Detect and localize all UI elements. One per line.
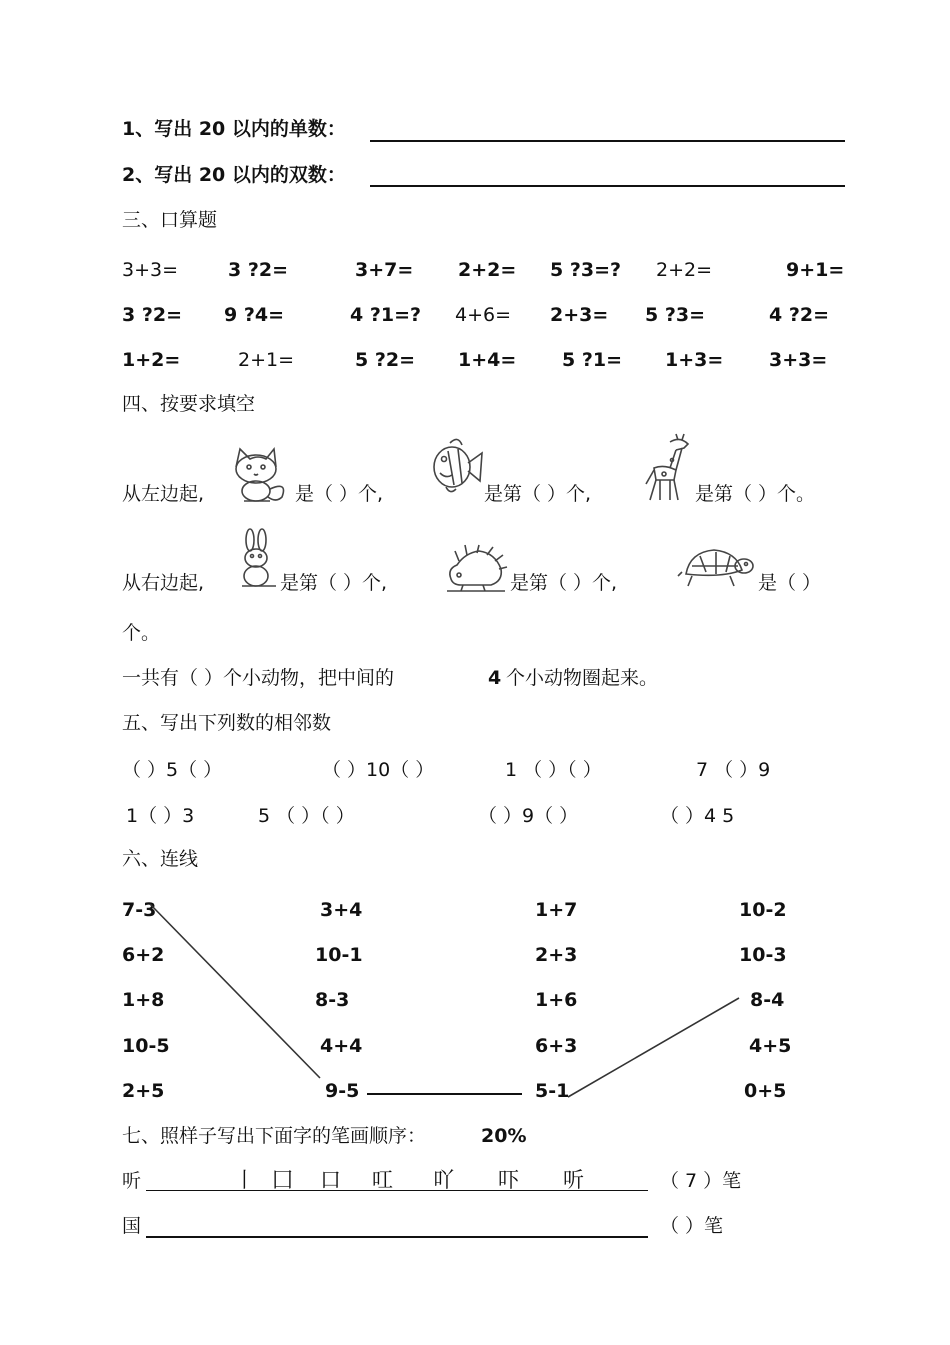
oral-math-item: 3 ?2=: [122, 304, 182, 326]
match-item[interactable]: 6+2: [122, 944, 165, 966]
match-item[interactable]: 10-1: [315, 944, 363, 966]
match-item[interactable]: 9-5: [325, 1080, 360, 1102]
oral-math-item: 1+2=: [122, 349, 181, 371]
stroke-step: 丨: [234, 1168, 255, 1192]
question-1-label: 1、写出 20 以内的单数：: [122, 118, 346, 140]
oral-math-item: 4 ?1=?: [350, 304, 422, 326]
stroke-step: 叿: [372, 1168, 393, 1192]
total-text-c: 个小动物圈起来。: [506, 667, 659, 689]
match-item[interactable]: 6+3: [535, 1035, 578, 1057]
oral-math-item: 4+6=: [455, 304, 512, 326]
stroke-answer-line-2[interactable]: [146, 1236, 648, 1238]
section-6-title: 六、连线: [122, 848, 199, 870]
match-line: [568, 998, 739, 1097]
neighbor-item: （ ）10（ ）: [322, 759, 435, 781]
right-text-1: 是第（ ）个,: [280, 572, 388, 594]
oral-math-item: 9+1=: [786, 259, 845, 281]
oral-math-item: 3+3=: [122, 259, 179, 281]
stroke-char-2: 国: [122, 1215, 142, 1237]
total-text-b: 4: [488, 667, 502, 689]
stroke-answer-line-1[interactable]: [146, 1190, 648, 1191]
match-item[interactable]: 1+7: [535, 899, 578, 921]
oral-math-item: 1+4=: [458, 349, 517, 371]
stroke-step: 吓: [498, 1168, 519, 1192]
left-text-3: 是第（ ）个。: [695, 483, 816, 505]
match-item[interactable]: 4+4: [320, 1035, 363, 1057]
match-item[interactable]: 10-5: [122, 1035, 170, 1057]
match-item[interactable]: 7-3: [122, 899, 157, 921]
match-item[interactable]: 0+5: [744, 1080, 787, 1102]
oral-math-item: 5 ?2=: [355, 349, 415, 371]
right-tail: 个。: [122, 622, 161, 644]
neighbor-item: 1（ ）3: [126, 805, 195, 827]
right-text-3: 是（ ）: [758, 572, 822, 594]
question-2-label: 2、写出 20 以内的双数：: [122, 164, 346, 186]
match-item[interactable]: 2+3: [535, 944, 578, 966]
oral-math-item: 3 ?2=: [228, 259, 288, 281]
neighbor-item: 7 （ ）9: [696, 759, 771, 781]
stroke-count-1: （ 7 ）笔: [660, 1170, 742, 1192]
stroke-step: 吖: [433, 1168, 454, 1192]
section-5-title: 五、写出下列数的相邻数: [122, 712, 332, 734]
neighbor-item: 1 （ ）（ ）: [505, 759, 602, 781]
neighbor-item: （ ）5（ ）: [122, 759, 223, 781]
right-text-2: 是第（ ）个,: [510, 572, 618, 594]
match-item[interactable]: 4+5: [749, 1035, 792, 1057]
oral-math-item: 2+2=: [656, 259, 713, 281]
section-7-percent: 20%: [481, 1125, 527, 1147]
oral-math-item: 2+2=: [458, 259, 517, 281]
section-3-title: 三、口算题: [122, 209, 218, 231]
match-item[interactable]: 8-3: [315, 989, 350, 1011]
oral-math-item: 2+3=: [550, 304, 609, 326]
neighbor-item: （ ）9（ ）: [478, 805, 579, 827]
oral-math-item: 5 ?3=: [645, 304, 705, 326]
match-item[interactable]: 2+5: [122, 1080, 165, 1102]
match-item[interactable]: 10-3: [739, 944, 787, 966]
oral-math-item: 9 ?4=: [224, 304, 284, 326]
stroke-char-1: 听: [122, 1170, 142, 1192]
oral-math-item: 1+3=: [665, 349, 724, 371]
match-item[interactable]: 5-1: [535, 1080, 570, 1102]
oral-math-item: 3+3=: [769, 349, 828, 371]
match-line: [150, 904, 320, 1078]
oral-math-item: 4 ?2=: [769, 304, 829, 326]
stroke-step: ⼞: [272, 1168, 293, 1192]
match-item[interactable]: 10-2: [739, 899, 787, 921]
stroke-count-2: （ ）笔: [660, 1215, 724, 1237]
match-item[interactable]: 1+8: [122, 989, 165, 1011]
match-item[interactable]: 3+4: [320, 899, 363, 921]
left-prefix: 从左边起,: [122, 483, 205, 505]
oral-math-item: 3+7=: [355, 259, 414, 281]
oral-math-item: 2+1=: [238, 349, 295, 371]
oral-math-item: 5 ?3=?: [550, 259, 622, 281]
right-prefix: 从右边起,: [122, 572, 205, 594]
left-text-1: 是（ ）个,: [295, 483, 384, 505]
total-text-a: 一共有（ ）个小动物，把中间的: [122, 667, 395, 689]
left-text-2: 是第（ ）个,: [484, 483, 592, 505]
stroke-step: 口: [320, 1168, 341, 1192]
match-item[interactable]: 1+6: [535, 989, 578, 1011]
match-item[interactable]: 8-4: [750, 989, 785, 1011]
oral-math-item: 5 ?1=: [562, 349, 622, 371]
neighbor-item: （ ）4 5: [660, 805, 735, 827]
section-4-title: 四、按要求填空: [122, 393, 256, 415]
section-7-title: 七、照样子写出下面字的笔画顺序：: [122, 1125, 427, 1147]
neighbor-item: 5 （ ）（ ）: [258, 805, 355, 827]
stroke-step: 听: [563, 1168, 584, 1192]
